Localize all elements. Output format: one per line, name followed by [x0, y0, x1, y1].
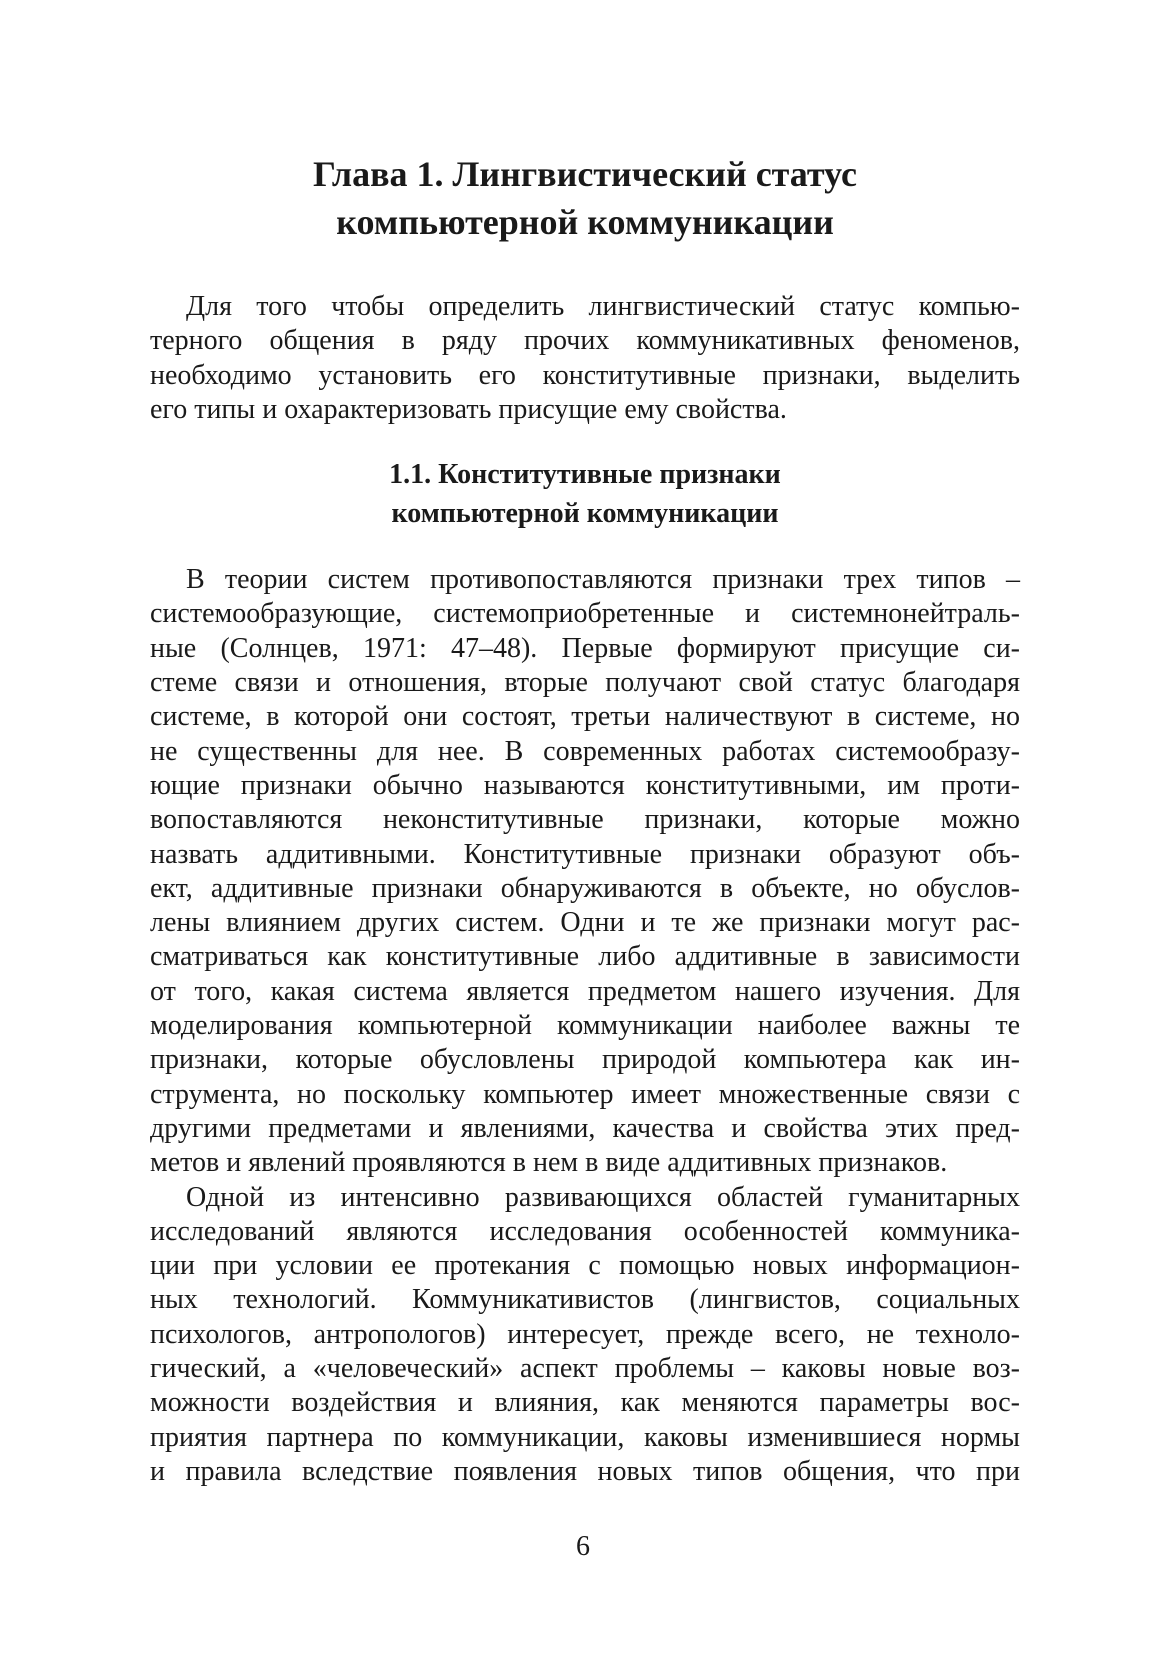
section-title-line: компьютерной коммуникации: [391, 498, 779, 530]
text-line: не существенны для нее. В современных работах системообразу-: [150, 735, 1020, 767]
text-line: другими предметами и явлениями, качества и свойства этих пред-: [150, 1112, 1020, 1144]
chapter-title-line: компьютерной коммуникации: [336, 202, 834, 242]
text-line: и правила вследствие появления новых типов общения, что при: [150, 1455, 1020, 1487]
text-line: системообразующие, системоприобретенные и системнонейтраль-: [150, 598, 1020, 630]
text-line: терного общения в ряду прочих коммуникативных феноменов,: [150, 325, 1020, 357]
text-line: струмента, но поскольку компьютер имеет множественные связи с: [150, 1078, 1020, 1110]
text-line: системе, в которой они состоят, третьи наличествуют в системе, но: [150, 701, 1020, 733]
text-line: Одной из интенсивно развивающихся областей гуманитарных: [186, 1181, 1020, 1213]
text-line: его типы и охарактеризовать присущие ему свойства.: [150, 393, 787, 425]
text-line: ющие признаки обычно называются конститутивными, им проти-: [150, 769, 1020, 801]
text-line: можности воздействия и влияния, как меняются параметры вос-: [150, 1387, 1020, 1419]
section-title-line: 1.1. Конститутивные признаки: [389, 459, 781, 491]
text-line: психологов, антропологов) интересует, прежде всего, не техноло-: [150, 1318, 1020, 1350]
text-line: вопоставляются неконститутивные признаки, которые можно: [150, 804, 1020, 836]
chapter-title: [150, 150, 1020, 246]
text-line: ных технологий. Коммуникативистов (лингвистов, социальных: [150, 1284, 1020, 1316]
text-line: необходимо установить его конститутивные признаки, выделить: [150, 359, 1020, 391]
text-line: лены влиянием других систем. Одни и те же признаки могут рас-: [150, 907, 1020, 939]
text-line: гический, а «человеческий» аспект проблемы – каковы новые воз-: [150, 1353, 1020, 1385]
page-number: 6: [576, 1531, 590, 1562]
text-line: моделирования компьютерной коммуникации наиболее важны те: [150, 1010, 1020, 1042]
text-line: ные (Солнцев, 1971: 47–48). Первые формируют присущие си-: [150, 632, 1020, 664]
text-line: исследований являются исследования особенностей коммуника-: [150, 1215, 1020, 1247]
text-line: признаки, которые обусловлены природой компьютера как ин-: [150, 1044, 1020, 1076]
text-line: ект, аддитивные признаки обнаруживаются в объекте, но обуслов-: [150, 872, 1020, 904]
spacer: [150, 246, 1020, 290]
text-line: от того, какая система является предметом нашего изучения. Для: [150, 975, 1020, 1007]
chapter-title-line: Глава 1. Лингвистический статус: [313, 154, 857, 194]
body-paragraph-1: [150, 563, 1020, 1180]
text-line: сматриваться как конститутивные либо аддитивные в зависимости: [150, 941, 1020, 973]
text-line: В теории систем противопоставляются признаки трех типов –: [186, 564, 1020, 596]
spacer: [150, 427, 1020, 455]
page-content: [150, 150, 1020, 1489]
body-paragraph-2: [150, 1181, 1020, 1490]
intro-paragraph: [150, 290, 1020, 427]
text-line: приятия партнера по коммуникации, каковы изменившиеся нормы: [150, 1421, 1020, 1453]
text-line: ции при условии ее протекания с помощью новых информацион-: [150, 1250, 1020, 1282]
text-line: Для того чтобы определить лингвистический статус компью-: [186, 291, 1020, 322]
section-title: [150, 455, 1020, 533]
text-line: стеме связи и отношения, вторые получают свой статус благодаря: [150, 667, 1020, 699]
text-line: назвать аддитивными. Конститутивные признаки образуют объ-: [150, 838, 1020, 870]
spacer: [150, 533, 1020, 563]
text-line: метов и явлений проявляются в нем в виде аддитивных признаков.: [150, 1147, 948, 1179]
